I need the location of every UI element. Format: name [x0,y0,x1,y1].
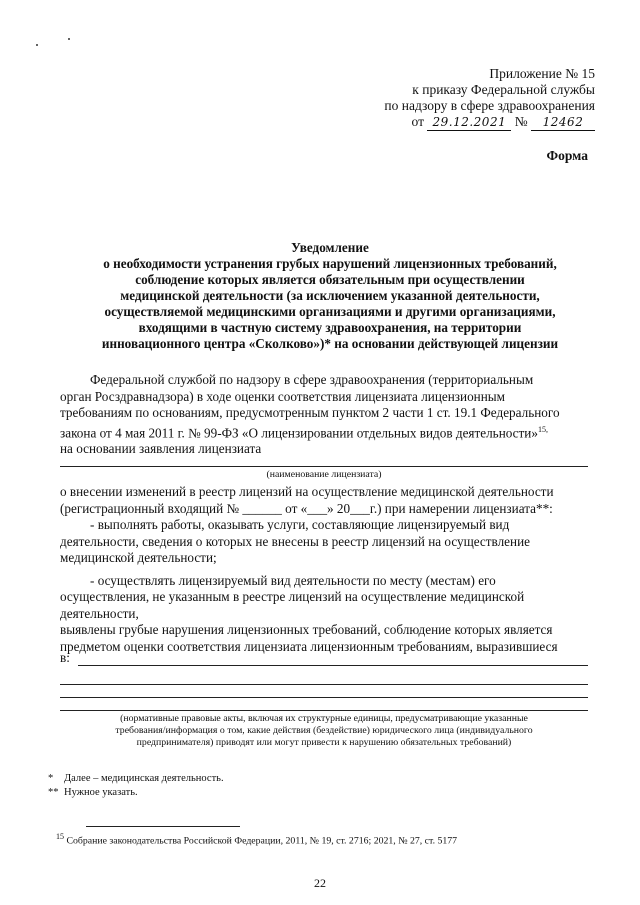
note-item: * Далее – медицинская деятельность. [48,773,224,784]
licensee-name-line [60,466,588,467]
footnote [56,831,457,847]
changes-paragraph: о внесении изменений в реестр лицензий на осуществление медицинской деятельности (регистрационный входящий № ______ от «___» 20___г.) при намерении лицензиата**: - выполнять работы, оказывать услуги, составляющие лицензируемый вид деятельности, сведения о которых не внесены в реестр лицензий на осуществление медицинской деятельности; - осуществлять лицензируемый вид деятельности по месту (местам) его осуществления, не указанным в реестре лицензий на осуществление медицинской деятельности, выявлены грубые нарушения лицензионных требований, соблюдение которых является предметом оценки соответствия лицензиата лицензионным требованиям, выразившиеся [60,484,558,654]
in-label: в: [60,650,70,665]
violation-line [78,665,588,666]
legal-acts-caption: (нормативные правовые акты, включая их структурные единицы, предусматривающие указанные требования/информация о том, какие действия (бездействие) юридического лица (индивидуального предпринимателя) приводят или могут привести к нарушению обязательных требований) [115,713,533,748]
violation-line [60,684,588,685]
footnote-text: Собрание законодательства Российской Федерации, 2011, № 19, ст. 2716; 2021, № 27, ст. 5177 [66,835,458,847]
order-date: 29.12.2021 [427,114,511,131]
page-number: 22 [314,876,326,890]
footnote-ref: 15, [537,424,548,434]
appendix-header [384,66,595,131]
order-number: 12462 [531,114,595,131]
appendix-number: Приложение № 15 [489,66,595,81]
agency-name: по надзору в сфере здравоохранения [384,98,595,113]
form-label: Форма [546,148,588,163]
title-heading: Уведомление [291,240,369,255]
licensee-caption: (наименование лицензиата) [266,469,382,480]
violation-line [60,697,588,698]
title-line: соблюдение которых является обязательным при осуществлении [135,272,525,287]
title-line: о необходимости устранения грубых нарушений лицензионных требований, [103,256,557,271]
note-item: ** Нужное указать. [48,787,138,798]
footnote-separator [86,826,240,827]
order-date-line: от 29.12.2021 № 12462 [384,114,595,131]
intro-paragraph: Федеральной службой по надзору в сфере здравоохранения (территориальным орган Росздравнадзора) в ходе оценки соответствия лицензиата лицензионным требованиям по основаниям, предусмотренным пунктом 2 части 1 ст. 19.1 Федерального закона от 4 мая 2011 г. № 99-ФЗ «О лицензировании отдельных видов деятельности»$^{15,}$ на основании заявления лицензиата [60,372,560,457]
order-reference: к приказу Федеральной службы [412,82,595,97]
title-line: инновационного центра «Сколково»)* на основании действующей лицензии [101,336,559,351]
title-line: осуществляемой медицинскими организациями и другими организациями, [104,304,556,319]
notes [48,772,224,800]
violation-line [60,710,588,711]
document-title [60,240,600,352]
title-line: входящими в частную систему здравоохранения, на территории [138,320,522,335]
title-line: медицинской деятельности (за исключением указанной деятельности, [120,288,540,303]
footnote-number: 15 [56,832,64,841]
